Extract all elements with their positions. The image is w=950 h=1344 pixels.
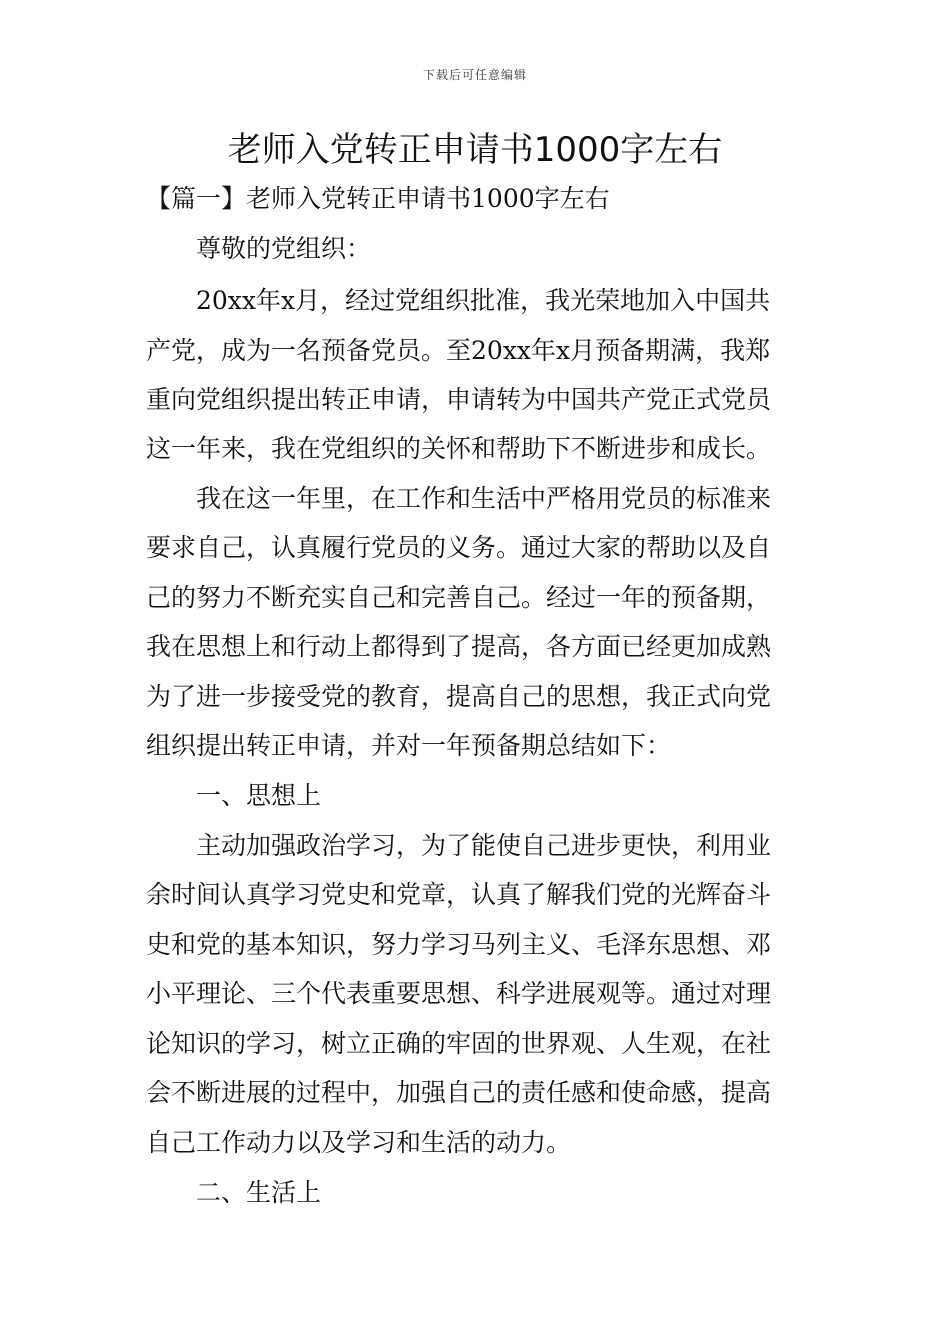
paragraph-line: 我在思想上和行动上都得到了提高，各方面已经更加成熟	[146, 632, 772, 661]
paragraph-line: 产党，成为一名预备党员。至20xx年x月预备期满，我郑	[146, 336, 771, 365]
paragraph-line: 组织提出转正申请，并对一年预备期总结如下：	[146, 731, 672, 760]
paragraph-line: 重向党组织提出转正申请，申请转为中国共产党正式党员	[146, 385, 772, 414]
document-title: 老师入党转正申请书1000字左右	[227, 130, 723, 170]
paragraph-line: 这一年来，我在党组织的关怀和帮助下不断进步和成长。	[146, 434, 772, 463]
paragraph-line: 小平理论、三个代表重要思想、科学进展观等。通过对理	[146, 979, 772, 1008]
paragraph-line: 史和党的基本知识，努力学习马列主义、毛泽东思想、邓	[146, 930, 772, 959]
page-header-note: 下载后可任意编辑	[422, 68, 527, 82]
section-heading-thought: 一、思想上	[196, 781, 322, 810]
paragraph-line: 己的努力不断充实自己和完善自己。经过一年的预备期，	[146, 583, 772, 612]
paragraph-line: 论知识的学习，树立正确的牢固的世界观、人生观，在社	[146, 1029, 772, 1058]
paragraph-line: 会不断进展的过程中，加强自己的责任感和使命感，提高	[146, 1078, 772, 1107]
paragraph-line: 余时间认真学习党史和党章，认真了解我们党的光辉奋斗	[146, 880, 772, 909]
paragraph-line: 20xx年x月，经过党组织批准，我光荣地加入中国共	[196, 286, 771, 315]
paragraph-line: 主动加强政治学习，为了能使自己进步更快，利用业	[196, 831, 772, 860]
paragraph-line: 自己工作动力以及学习和生活的动力。	[146, 1128, 572, 1157]
paragraph-line: 为了进一步接受党的教育，提高自己的思想，我正式向党	[146, 682, 772, 711]
paragraph-line: 要求自己，认真履行党员的义务。通过大家的帮助以及自	[146, 533, 772, 562]
section-subtitle: 【篇一】老师入党转正申请书1000字左右	[146, 184, 610, 213]
section-heading-life: 二、生活上	[196, 1178, 322, 1207]
paragraph-line: 我在这一年里，在工作和生活中严格用党员的标准来	[196, 484, 772, 513]
salutation: 尊敬的党组织：	[196, 234, 372, 263]
